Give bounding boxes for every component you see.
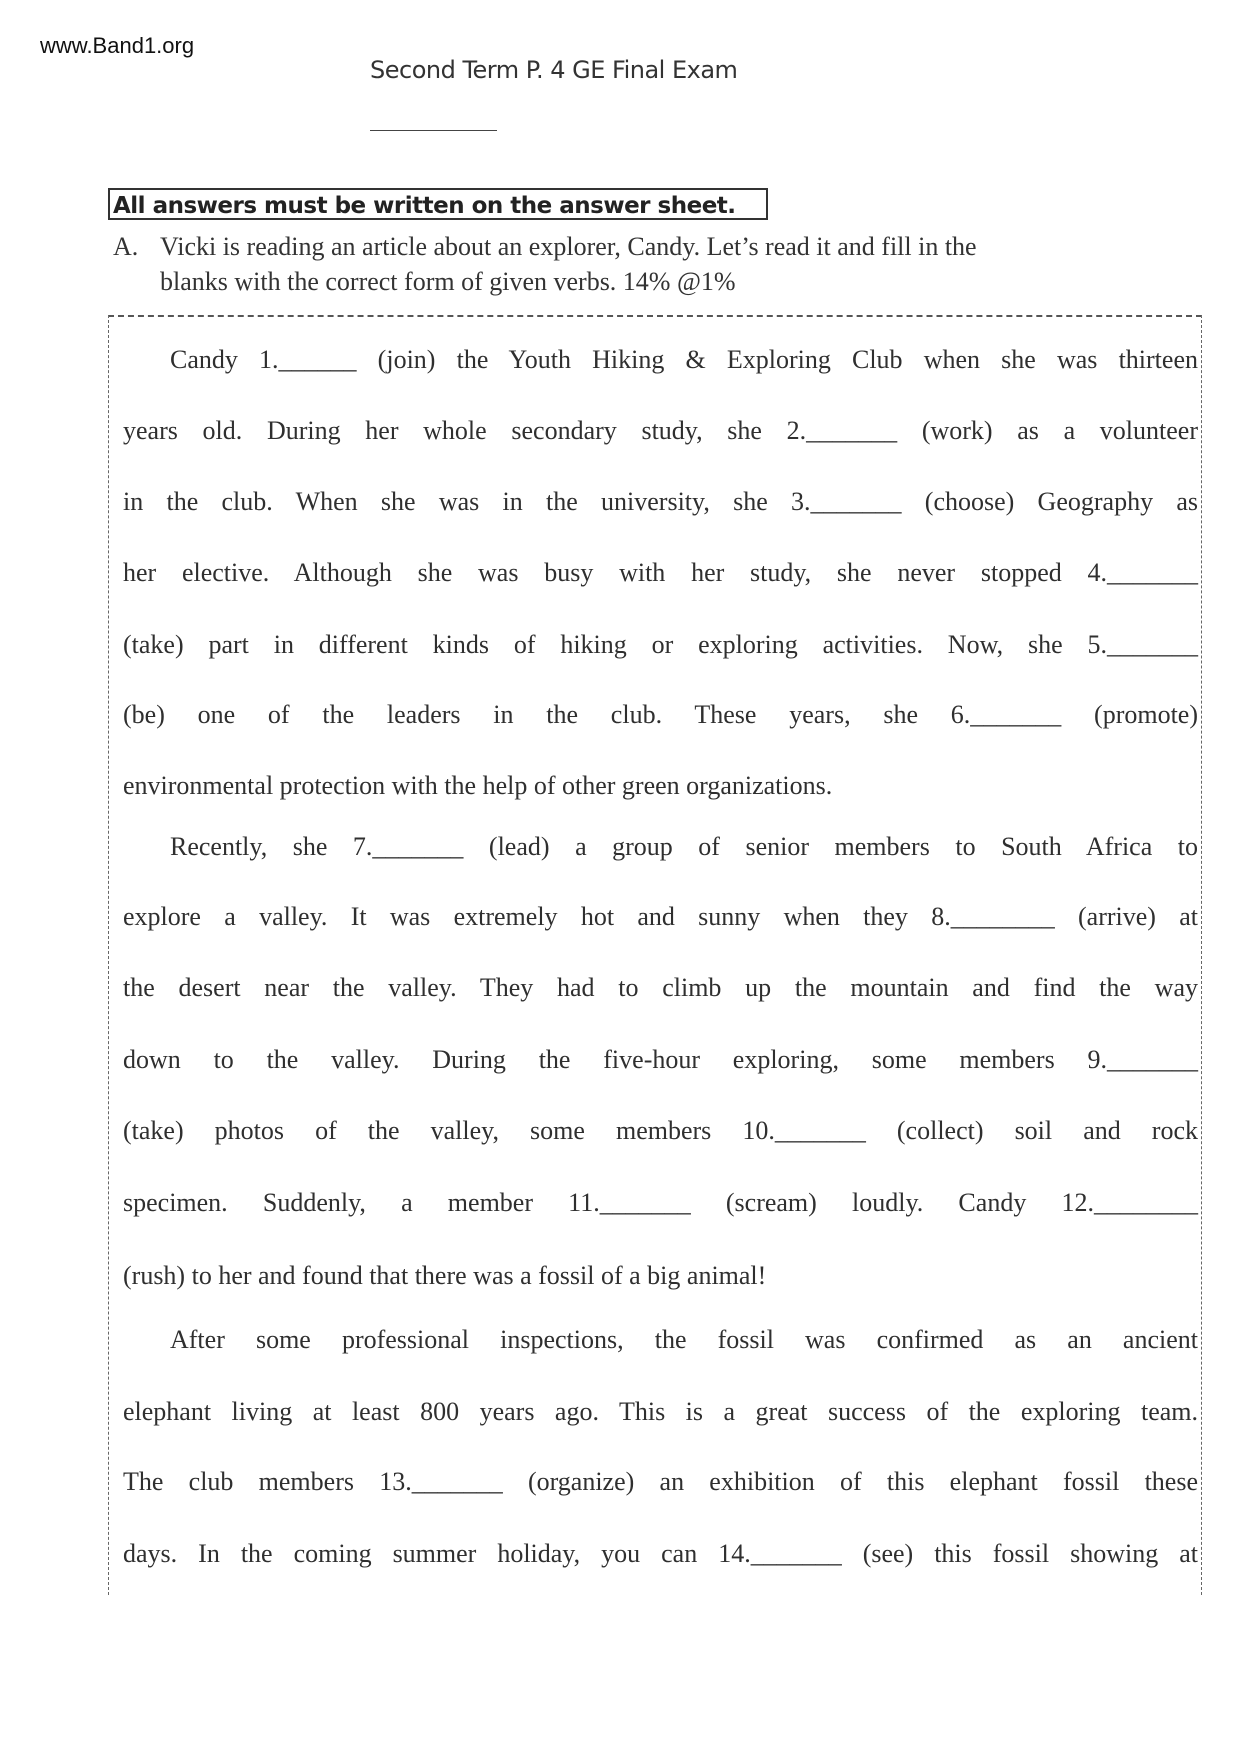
passage-line: (take) part in different kinds of hiking or exploring activities. Now, she 5._______ (123, 630, 1198, 659)
passage-line: environmental protection with the help of other green organizations. (123, 771, 833, 800)
passage-line: After some professional inspections, the fossil was confirmed as an ancient (170, 1325, 1198, 1354)
section-label: A. (113, 232, 139, 261)
instruction-line-2: blanks with the correct form of given verbs. 14% @1% (160, 267, 736, 296)
title-underline (370, 130, 497, 131)
passage-line: specimen. Suddenly, a member 11._______ (scream) loudly. Candy 12.________ (123, 1188, 1198, 1217)
passage-line: (rush) to her and found that there was a fossil of a big animal! (123, 1261, 767, 1290)
site-watermark: www.Band1.org (40, 33, 195, 58)
passage-line: (be) one of the leaders in the club. These years, she 6._______ (promote) (123, 700, 1198, 729)
passage-line: down to the valley. During the five-hour exploring, some members 9._______ (123, 1045, 1198, 1074)
page-title: Second Term P. 4 GE Final Exam (370, 56, 738, 84)
passage-line: Recently, she 7._______ (lead) a group of senior members to South Africa to (170, 832, 1198, 861)
answer-sheet-notice: All answers must be written on the answer sheet. (108, 188, 768, 220)
passage-line: elephant living at least 800 years ago. This is a great success of the exploring team. (123, 1397, 1198, 1426)
section-a-instructions (113, 229, 1193, 299)
passage-line: days. In the coming summer holiday, you can 14._______ (see) this fossil showing at (123, 1539, 1198, 1568)
passage-line: in the club. When she was in the university, she 3._______ (choose) Geography as (123, 487, 1198, 516)
passage-line: explore a valley. It was extremely hot and sunny when they 8.________ (arrive) at (123, 902, 1198, 931)
instruction-line-1: Vicki is reading an article about an explorer, Candy. Let’s read it and fill in the (160, 232, 977, 261)
passage-line: her elective. Although she was busy with her study, she never stopped 4._______ (123, 558, 1198, 587)
passage-line: The club members 13._______ (organize) an exhibition of this elephant fossil these (123, 1467, 1198, 1496)
passage-line: Candy 1.______ (join) the Youth Hiking & Exploring Club when she was thirteen (170, 345, 1198, 374)
passage-line: (take) photos of the valley, some members 10._______ (collect) soil and rock (123, 1116, 1198, 1145)
passage-line: years old. During her whole secondary study, she 2._______ (work) as a volunteer (123, 416, 1198, 445)
passage-line: the desert near the valley. They had to climb up the mountain and find the way (123, 973, 1198, 1002)
